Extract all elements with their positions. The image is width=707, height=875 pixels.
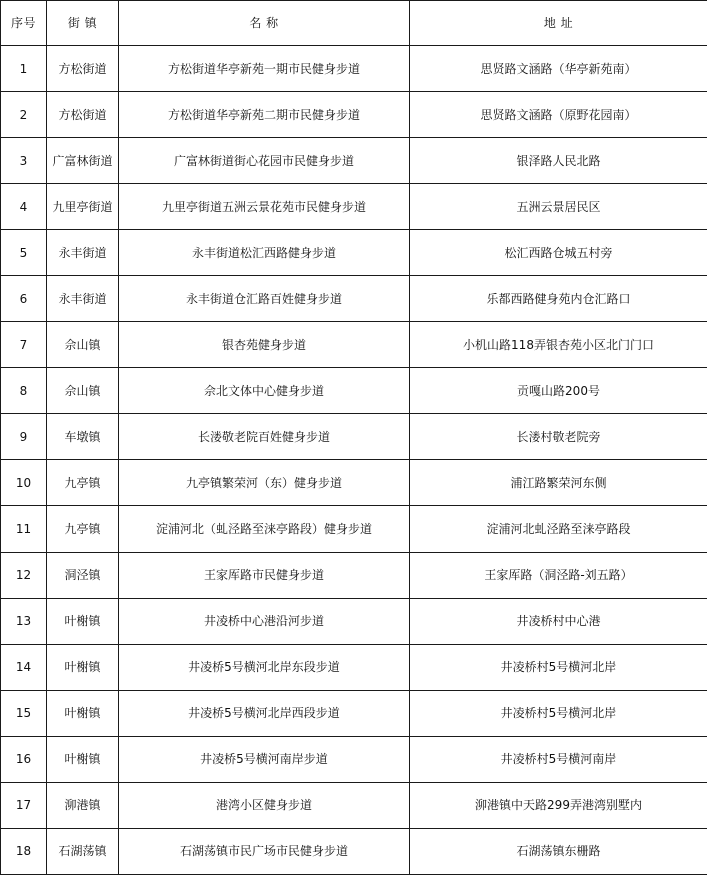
cell-town: 车墩镇: [47, 414, 119, 460]
cell-index: 17: [1, 782, 47, 828]
cell-name: 石湖荡镇市民广场市民健身步道: [119, 828, 410, 874]
cell-name: 银杏苑健身步道: [119, 322, 410, 368]
table-row: [1, 506, 707, 552]
cell-address: 井凌桥村5号横河南岸: [410, 736, 707, 782]
cell-address: 浦江路繁荣河东侧: [410, 460, 707, 506]
cell-town: 佘山镇: [47, 322, 119, 368]
table-row: [1, 322, 707, 368]
cell-address: 乐都西路健身苑内仓汇路口: [410, 276, 707, 322]
cell-town: 佘山镇: [47, 368, 119, 414]
cell-index: 5: [1, 230, 47, 276]
cell-index: 9: [1, 414, 47, 460]
table-row: [1, 644, 707, 690]
cell-index: 3: [1, 138, 47, 184]
cell-name: 井凌桥5号横河北岸东段步道: [119, 644, 410, 690]
cell-address: 思贤路文涵路（原野花园南）: [410, 92, 707, 138]
cell-index: 14: [1, 644, 47, 690]
header-address: 地 址: [410, 1, 707, 46]
cell-town: 叶榭镇: [47, 644, 119, 690]
cell-index: 2: [1, 92, 47, 138]
cell-town: 石湖荡镇: [47, 828, 119, 874]
cell-name: 方松街道华亭新苑二期市民健身步道: [119, 92, 410, 138]
cell-address: 贡嘎山路200号: [410, 368, 707, 414]
table-row: [1, 690, 707, 736]
table-row: [1, 782, 707, 828]
cell-index: 10: [1, 460, 47, 506]
cell-index: 6: [1, 276, 47, 322]
cell-town: 永丰街道: [47, 276, 119, 322]
cell-index: 15: [1, 690, 47, 736]
cell-name: 井凌桥中心港沿河步道: [119, 598, 410, 644]
table-body: [1, 46, 707, 875]
cell-index: 4: [1, 184, 47, 230]
cell-index: 18: [1, 828, 47, 874]
cell-name: 港湾小区健身步道: [119, 782, 410, 828]
cell-name: 井凌桥5号横河南岸步道: [119, 736, 410, 782]
cell-name: 井凌桥5号横河北岸西段步道: [119, 690, 410, 736]
table-header: [1, 1, 707, 46]
cell-address: 石湖荡镇东栅路: [410, 828, 707, 874]
cell-index: 11: [1, 506, 47, 552]
cell-name: 广富林街道街心花园市民健身步道: [119, 138, 410, 184]
cell-index: 8: [1, 368, 47, 414]
cell-town: 永丰街道: [47, 230, 119, 276]
cell-index: 1: [1, 46, 47, 92]
cell-name: 淀浦河北（虬泾路至涞亭路段）健身步道: [119, 506, 410, 552]
cell-town: 方松街道: [47, 92, 119, 138]
header-index: 序号: [1, 1, 47, 46]
table-row: [1, 230, 707, 276]
cell-town: 泖港镇: [47, 782, 119, 828]
table-row: [1, 460, 707, 506]
cell-index: 13: [1, 598, 47, 644]
cell-town: 叶榭镇: [47, 690, 119, 736]
table-row: [1, 552, 707, 598]
cell-address: 小机山路118弄银杏苑小区北门门口: [410, 322, 707, 368]
table-row: [1, 46, 707, 92]
cell-town: 广富林街道: [47, 138, 119, 184]
cell-address: 井凌桥村5号横河北岸: [410, 644, 707, 690]
table-row: [1, 368, 707, 414]
cell-address: 淀浦河北虬泾路至涞亭路段: [410, 506, 707, 552]
cell-address: 泖港镇中天路299弄港湾别墅内: [410, 782, 707, 828]
cell-address: 井凌桥村5号横河北岸: [410, 690, 707, 736]
table-row: [1, 736, 707, 782]
table-row: [1, 598, 707, 644]
cell-index: 12: [1, 552, 47, 598]
cell-address: 井凌桥村中心港: [410, 598, 707, 644]
cell-town: 叶榭镇: [47, 736, 119, 782]
cell-town: 九亭镇: [47, 506, 119, 552]
table-row: [1, 276, 707, 322]
table-row: [1, 184, 707, 230]
cell-name: 永丰街道松汇西路健身步道: [119, 230, 410, 276]
cell-name: 佘北文体中心健身步道: [119, 368, 410, 414]
cell-town: 洞泾镇: [47, 552, 119, 598]
cell-town: 方松街道: [47, 46, 119, 92]
cell-index: 16: [1, 736, 47, 782]
cell-name: 九里亭街道五洲云景花苑市民健身步道: [119, 184, 410, 230]
cell-address: 松汇西路仓城五村旁: [410, 230, 707, 276]
cell-town: 叶榭镇: [47, 598, 119, 644]
cell-address: 五洲云景居民区: [410, 184, 707, 230]
cell-name: 方松街道华亭新苑一期市民健身步道: [119, 46, 410, 92]
table-row: [1, 414, 707, 460]
header-row: [1, 1, 707, 46]
cell-address: 长溇村敬老院旁: [410, 414, 707, 460]
table-row: [1, 828, 707, 874]
header-name: 名 称: [119, 1, 410, 46]
cell-name: 九亭镇繁荣河（东）健身步道: [119, 460, 410, 506]
cell-name: 永丰街道仓汇路百姓健身步道: [119, 276, 410, 322]
header-town: 街 镇: [47, 1, 119, 46]
cell-name: 长溇敬老院百姓健身步道: [119, 414, 410, 460]
cell-index: 7: [1, 322, 47, 368]
cell-address: 思贤路文涵路（华亭新苑南）: [410, 46, 707, 92]
table-row: [1, 138, 707, 184]
cell-address: 王家厍路（洞泾路-刘五路）: [410, 552, 707, 598]
table-row: [1, 92, 707, 138]
cell-town: 九亭镇: [47, 460, 119, 506]
cell-address: 银泽路人民北路: [410, 138, 707, 184]
cell-town: 九里亭街道: [47, 184, 119, 230]
cell-name: 王家厍路市民健身步道: [119, 552, 410, 598]
